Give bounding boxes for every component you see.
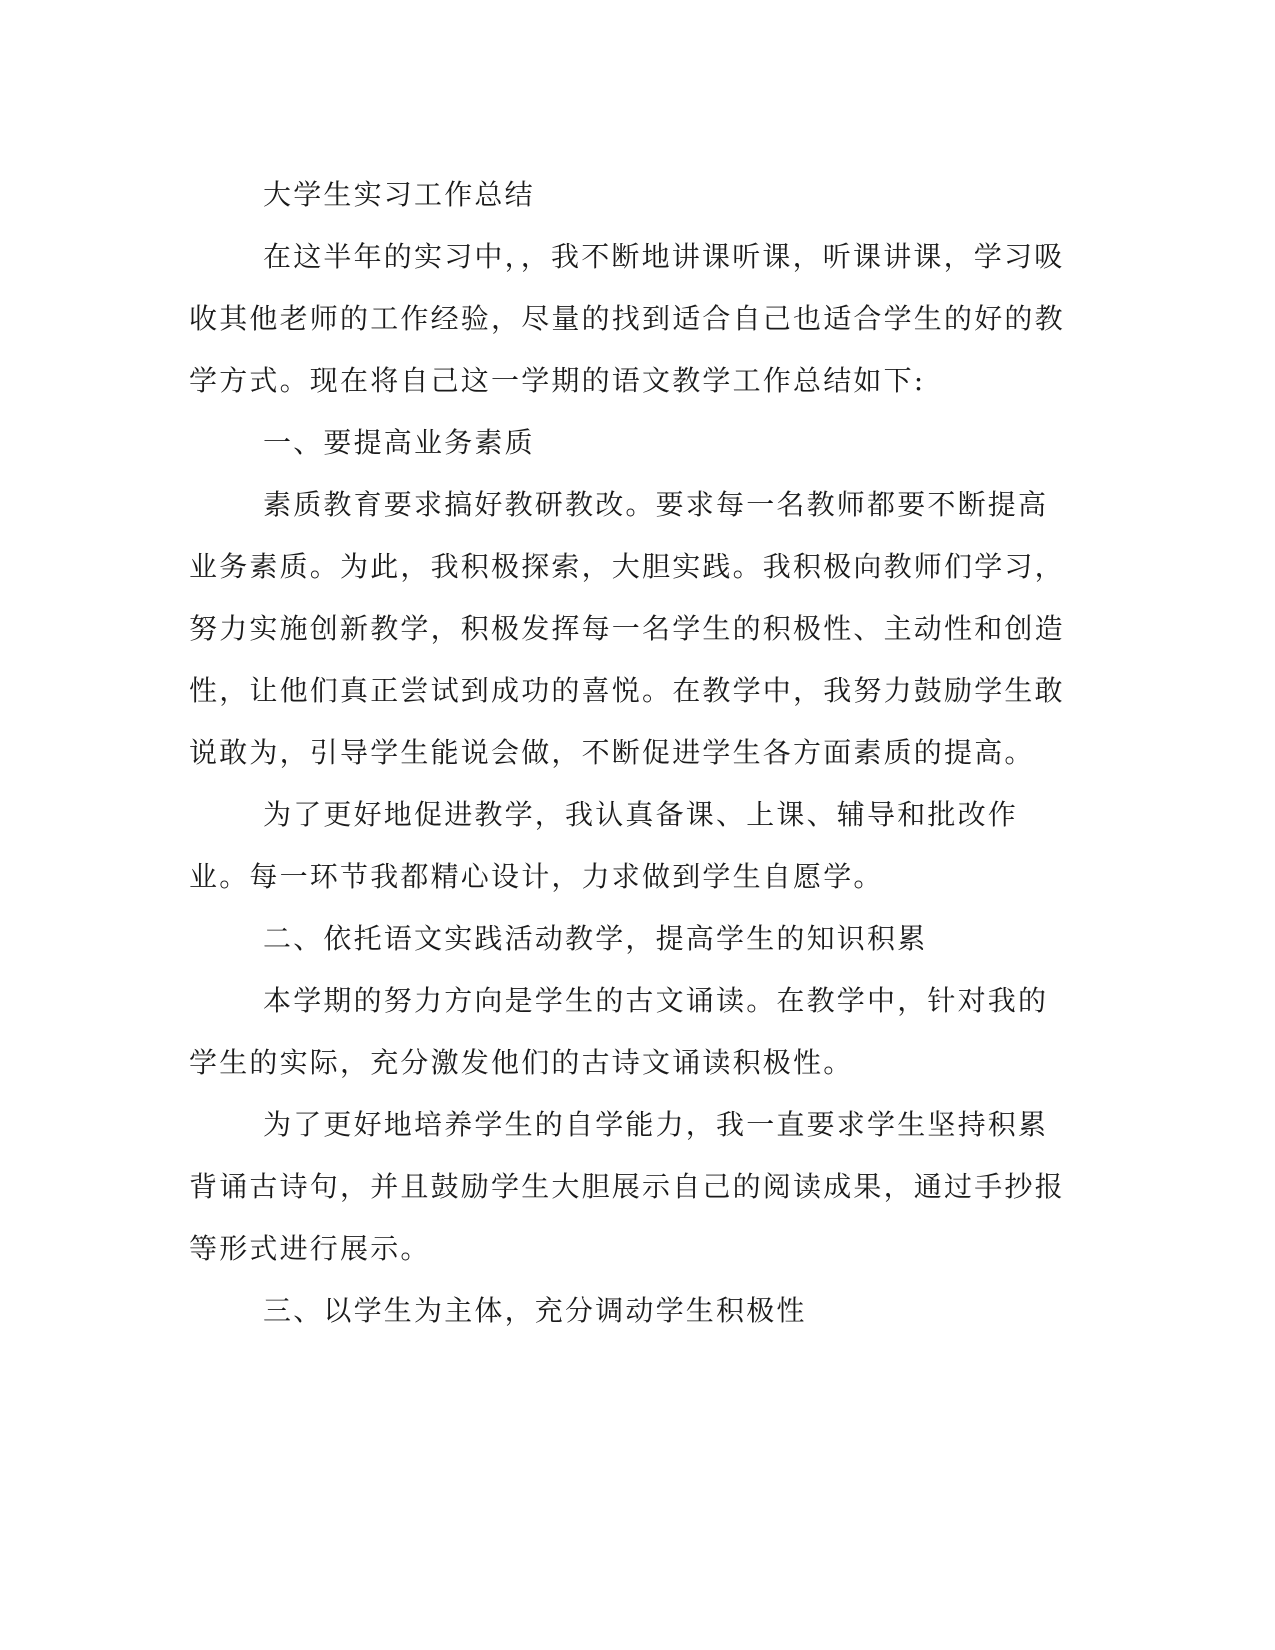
paragraph-intro: 在这半年的实习中，，我不断地讲课听课，听课讲课，学习吸收其他老师的工作经验，尽量的找到适合自己也适合学生的好的教学方式。现在将自己这一学期的语文教学工作总结如下: xyxy=(189,240,1065,397)
paragraph-quality: 素质教育要求搞好教研教改。要求每一名教师都要不断提高业务素质。为此，我积极探索，大胆实践。我积极向教师们学习，努力实施创新教学，积极发挥每一名学生的积极性、主动性和创造性，让他们真正尝试到成功的喜悦。在教学中，我努力鼓励学生敢说敢为，引导学生能说会做，不断促进学生各方面素质的提高。 xyxy=(189,488,1065,769)
section-heading-2: 二、依托语文实践活动教学，提高学生的知识积累 xyxy=(263,922,928,955)
paragraph-classics: 本学期的努力方向是学生的古文诵读。在教学中，针对我的学生的实际，充分激发他们的古诗文诵读积极性。 xyxy=(189,984,1049,1079)
document-title: 大学生实习工作总结 xyxy=(263,178,535,211)
paragraph-teaching: 为了更好地促进教学，我认真备课、上课、辅导和批改作业。每一环节我都精心设计，力求做到学生自愿学。 xyxy=(189,798,1019,893)
document-body xyxy=(189,164,1073,1342)
section-heading-1: 一、要提高业务素质 xyxy=(263,426,535,459)
section-heading-3: 三、以学生为主体，充分调动学生积极性 xyxy=(263,1294,807,1327)
paragraph-self-study: 为了更好地培养学生的自学能力，我一直要求学生坚持积累背诵古诗句，并且鼓励学生大胆展示自己的阅读成果，通过手抄报等形式进行展示。 xyxy=(189,1108,1065,1265)
